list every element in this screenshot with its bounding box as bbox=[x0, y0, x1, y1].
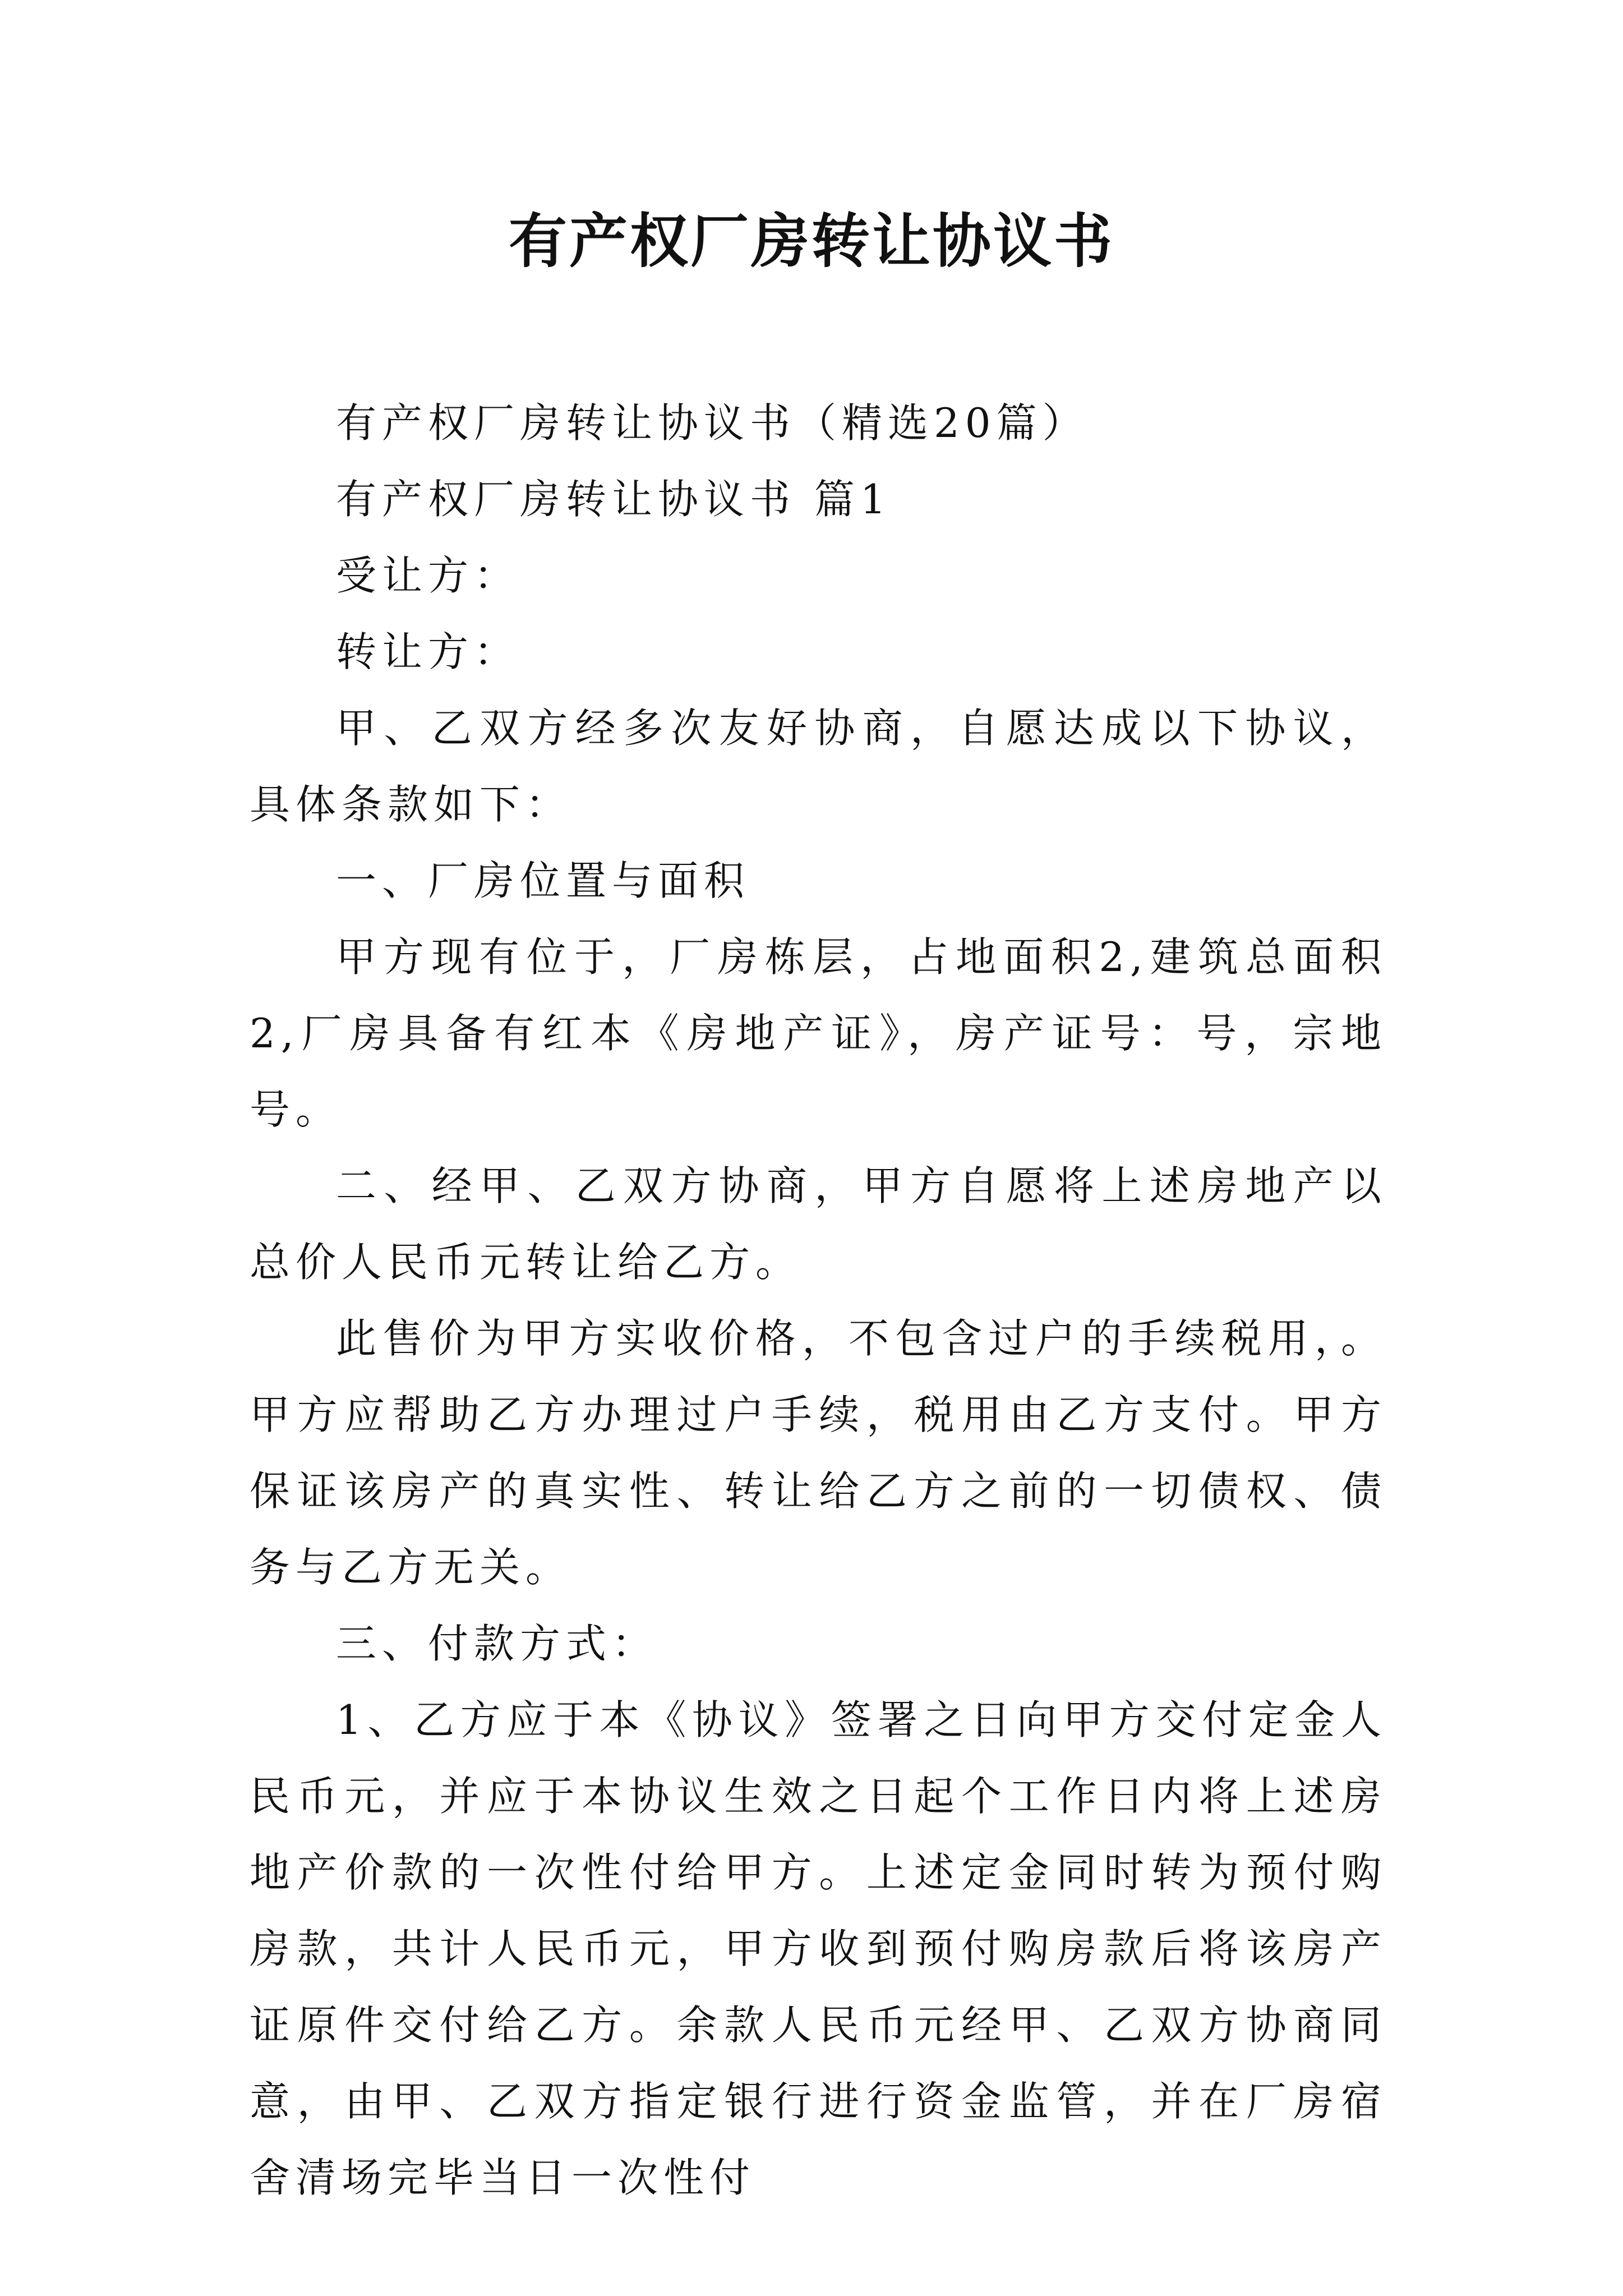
collection-heading: 有产权厂房转让协议书（精选20篇） bbox=[336, 399, 1089, 447]
section-heading-location: 一、厂房位置与面积 bbox=[336, 857, 750, 904]
price-paragraph: 二、经甲、乙双方协商，甲方自愿将上述房地产以总价人民币元转让给乙方。 bbox=[250, 1162, 1387, 1286]
section-heading-payment: 三、付款方式： bbox=[336, 1620, 658, 1667]
payment-paragraph: 1、乙方应于本《协议》签署之日向甲方交付定金人民币元，并应于本协议生效之日起个工作日内将上述房地产价款的一次性付给甲方。上述定金同时转为预付购房款，共计人民币元，甲方收到预付购房款后将该房产证原件交付给乙方。余款人民币元经甲、乙双方协商同意，由甲、乙双方指定银行进行资金监管，并在厂房宿舍清场完毕当日一次性付 bbox=[250, 1696, 1387, 2201]
document-body bbox=[250, 385, 1387, 2216]
price-terms-paragraph: 此售价为甲方实收价格，不包含过户的手续税用，。甲方应帮助乙方办理过户手续，税用由乙方支付。甲方保证该房产的真实性、转让给乙方之前的一切债权、债务与乙方无关。 bbox=[250, 1315, 1387, 1591]
document-title: 有产权厂房转让协议书 bbox=[508, 206, 1114, 275]
transferor-line: 转让方： bbox=[336, 628, 520, 675]
article-heading: 有产权厂房转让协议书 篇1 bbox=[336, 476, 892, 523]
transferee-line: 受让方： bbox=[336, 552, 520, 599]
location-paragraph: 甲方现有位于，厂房栋层，占地面积2,建筑总面积2,厂房具备有红本《房地产证》，房产证号：号，宗地号。 bbox=[250, 933, 1387, 1133]
agreement-intro: 甲、乙双方经多次友好协商，自愿达成以下协议，具体条款如下： bbox=[250, 705, 1387, 828]
